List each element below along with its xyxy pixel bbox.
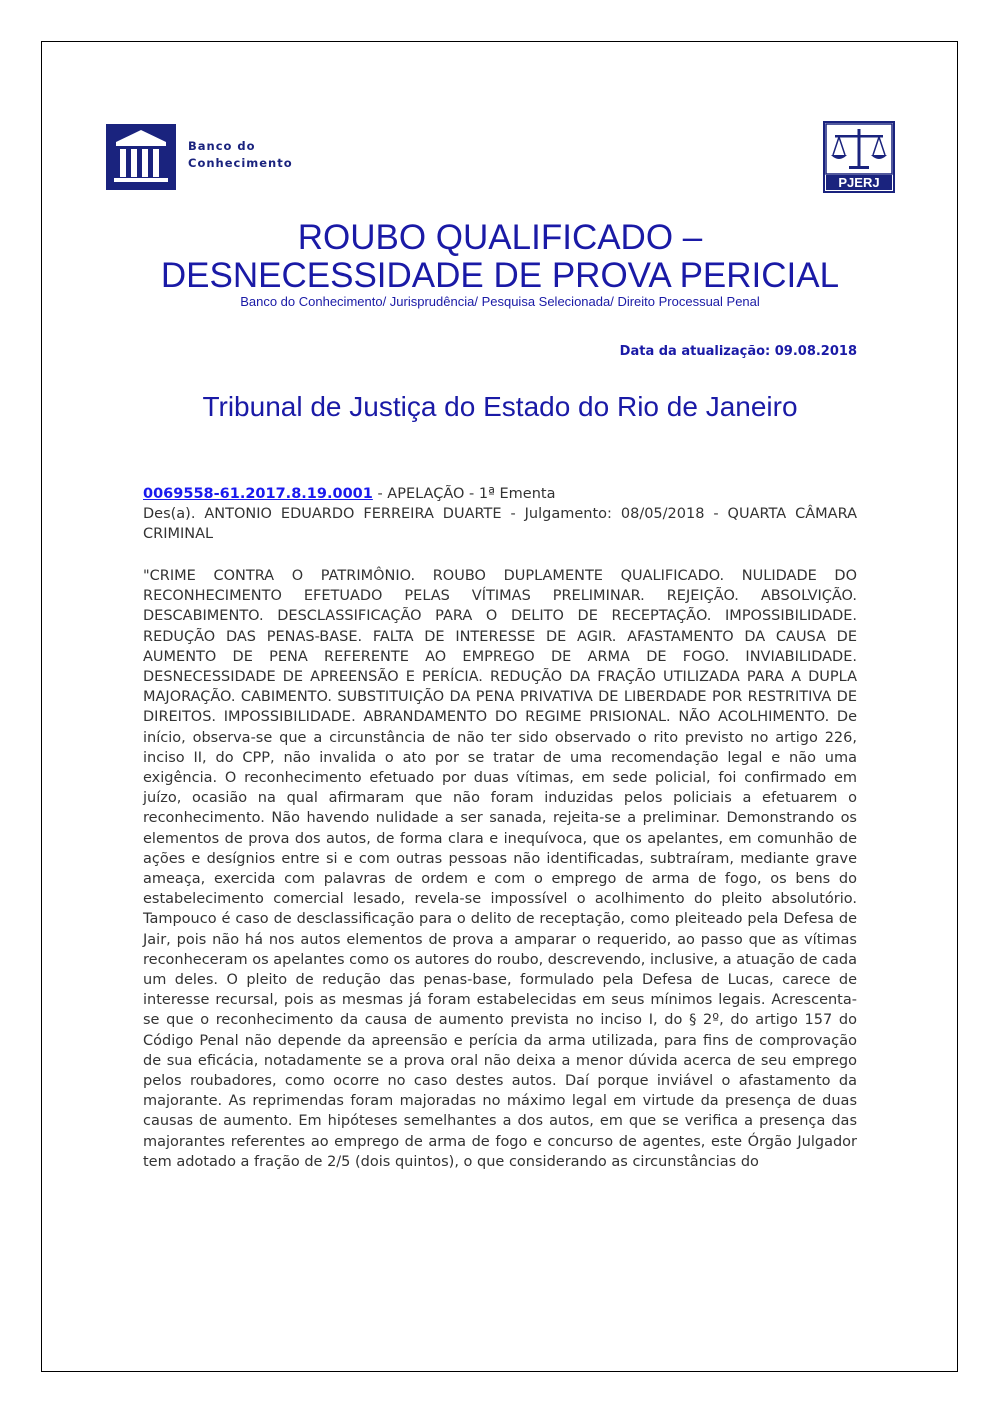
pjerj-logo-text: PJERJ: [838, 175, 880, 190]
page-title-line2: DESNECESSIDADE DE PROVA PERICIAL: [160, 256, 840, 295]
page-title-line1: ROUBO QUALIFICADO –: [297, 218, 703, 257]
case-details: Des(a). ANTONIO EDUARDO FERREIRA DUARTE - Julgamento: 08/05/2018 - QUARTA CÂMARA CRIMINAL: [143, 506, 857, 543]
breadcrumb: Banco do Conhecimento/ Jurisprudência/ Pesquisa Selecionada/ Direito Processual Penal: [240, 294, 760, 309]
case-type: - APELAÇÃO - 1ª Ementa: [372, 486, 556, 502]
case-number-link[interactable]: 0069558-61.2017.8.19.0001: [143, 486, 373, 502]
banco-logo-line2: Conhecimento: [188, 156, 293, 170]
banco-logo-line1: Banco do: [188, 139, 256, 153]
case-number-line: [143, 484, 857, 504]
banco-do-conhecimento-logo: [106, 124, 306, 190]
building-columns-icon: [106, 124, 176, 190]
case-header: [143, 484, 857, 545]
pjerj-logo: [823, 121, 895, 193]
update-date: Data da atualização: 09.08.2018: [619, 344, 857, 359]
ementa-text: "CRIME CONTRA O PATRIMÔNIO. ROUBO DUPLAMENTE QUALIFICADO. NULIDADE DO RECONHECIMENTO EFETUADO PELAS VÍTIMAS PRELIMINAR. REJEIÇÃO. ABSOLVIÇÃO. DESCABIMENTO. DESCLASSIFICAÇÃO PARA O DELITO DE RECEPTAÇÃO. IMPOSSIBILIDADE. REDUÇÃO DAS PENAS-BASE. FALTA DE INTERESSE DE AGIR. AFASTAMENTO DA CAUSA DE AUMENTO DE PENA REFERENTE AO EMPREGO DE ARMA DE FOGO. INVIABILIDADE. DESNECESSIDADE DE APREENSÃO E PERÍCIA. REDUÇÃO DA FRAÇÃO UTILIZADA PARA A DUPLA MAJORAÇÃO. CABIMENTO. SUBSTITUIÇÃO DA PENA PRIVATIVA DE LIBERDADE POR RESTRITIVA DE DIREITOS. IMPOSSIBILIDADE. ABRANDAMENTO DO REGIME PRISIONAL. NÃO ACOLHIMENTO. De início, observa-se que a circunstância de não ter sido observado o rito previsto no artigo 226, inciso II, do CPP, não invalida o ato por se tratar de uma recomendação legal e não uma exigência. O reconhecimento efetuado por duas vítimas, em sede policial, foi confirmado em juízo, ocasião na qual afirmaram que não foram induzidas pelos policiais a efetuarem o reconhecimento. Não havendo nulidade a ser sanada, rejeita-se a preliminar. Demonstrando os elementos de prova dos autos, de forma clara e inequívoca, que os apelantes, em comunhão de ações e desígnios entre si e com outras pessoas não identificadas, subtraíram, mediante grave ameaça, exercida com palavras de ordem e com o emprego de arma de fogo, os bens do estabelecimento comercial lesado, revela-se impossível o acolhimento do pleito absolutório. Tampouco é caso de desclassificação para o delito de receptação, como pleiteado pela Defesa de Jair, pois não há nos autos elementos de prova a amparar o requerido, ao passo que as vítimas reconheceram os apelantes como os autores do roubo, descrevendo, inclusive, a atuação de cada um deles. O pleito de redução das penas-base, formulado pela Defesa de Lucas, carece de interesse recursal, pois as mesmas já foram estabelecidas em seus mínimos legais. Acrescenta-se que o reconhecimento da causa de aumento prevista no inciso I, do § 2º, do artigo 157 do Código Penal não depende da apreensão e perícia da arma utilizada, para fins de comprovação de sua eficácia, notadamente se a prova oral não deixa a menor dúvida acerca de seu emprego pelos roubadores, como ocorre no caso destes autos. Daí porque inviável o afastamento da majorante. As reprimendas foram majoradas no máximo legal em virtude da presença de duas causas de aumento. Em hipóteses semelhantes a dos autos, em que se verifica a presença das majorantes referentes ao emprego de arma de fogo e concurso de agentes, este Órgão Julgador tem adotado a fração de 2/5 (dois quintos), o que considerando as circunstâncias do: [143, 568, 857, 1170]
banco-logo-text: [188, 138, 293, 172]
court-name: Tribunal de Justiça do Estado do Rio de Janeiro: [202, 391, 798, 422]
